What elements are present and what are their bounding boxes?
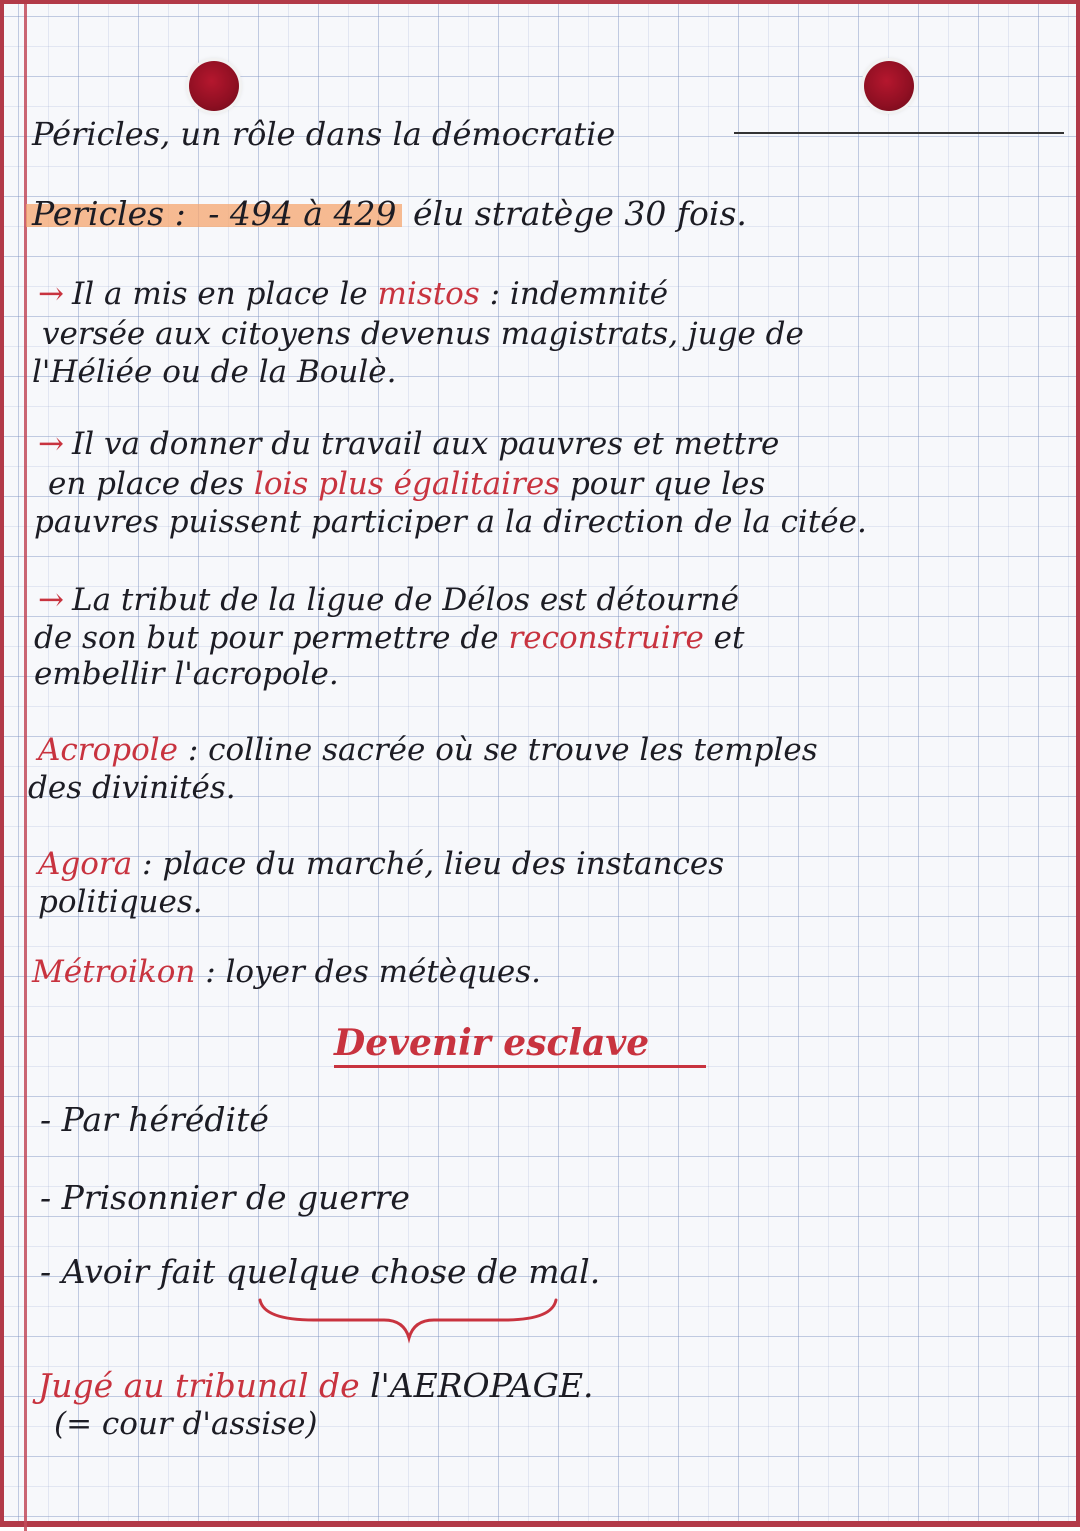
list-item: - Avoir fait quelque chose de mal.: [40, 1252, 601, 1291]
punch-hole-left: [189, 61, 239, 111]
curly-brace-icon: [254, 1294, 564, 1344]
page-title: Péricles, un rôle dans la démocratie: [32, 115, 616, 153]
definition-term: Métroikon: [32, 954, 196, 990]
intro-rest: élu stratège 30 fois.: [402, 194, 747, 233]
point-2-line-1: → Il va donner du travail aux pauvres et mettre: [38, 426, 780, 462]
margin-line: [24, 4, 27, 1531]
arrow-icon: →: [38, 426, 64, 462]
definition-acropole: Acropole : colline sacrée où se trouve les temples: [38, 732, 818, 768]
term-reconstruire: reconstruire: [508, 620, 704, 656]
point-1-line-1: → Il a mis en place le mistos : indemnité: [38, 276, 669, 312]
conclusion-red: Jugé au tribunal de: [38, 1366, 360, 1405]
arrow-icon: →: [38, 582, 64, 618]
intro-line: [26, 196, 747, 232]
section-heading: Devenir esclave: [334, 1022, 650, 1064]
point-3-line-3: embellir l'acropole.: [34, 656, 339, 692]
point-2-line-2: en place des lois plus égalitaires pour que les: [48, 466, 766, 502]
definition-term: Agora: [38, 846, 133, 882]
title-underline: [734, 132, 1064, 134]
definition-acropole-cont: des divinités.: [28, 770, 236, 806]
definition-metroikon: Métroikon : loyer des métèques.: [32, 954, 542, 990]
definition-agora-cont: politiques.: [38, 884, 203, 920]
punch-hole-right: [864, 61, 914, 111]
arrow-icon: →: [38, 276, 64, 312]
point-3-line-1: → La tribut de la ligue de Délos est détourné: [38, 582, 739, 618]
intro-dates: - 494 à 429: [202, 194, 402, 233]
conclusion-rest: l'AEROPAGE.: [359, 1366, 594, 1405]
point-2-line-3: pauvres puissent participer a la direction de la citée.: [34, 504, 867, 540]
list-item: - Par hérédité: [40, 1100, 269, 1139]
point-1-line-2: versée aux citoyens devenus magistrats, juge de: [42, 316, 804, 352]
point-1-line-3: l'Héliée ou de la Boulè.: [32, 354, 397, 390]
conclusion-note: (= cour d'assise): [54, 1406, 318, 1442]
point-3-line-2: de son but pour permettre de reconstruire et: [34, 620, 745, 656]
section-heading-underline: [334, 1065, 706, 1068]
definition-term: Acropole: [38, 732, 178, 768]
term-mistos: mistos: [377, 276, 480, 312]
conclusion-line: [38, 1368, 594, 1404]
term-lois: lois plus égalitaires: [253, 466, 561, 502]
list-item: - Prisonnier de guerre: [40, 1178, 410, 1217]
intro-name: Pericles :: [26, 194, 202, 233]
definition-agora: Agora : place du marché, lieu des instances: [38, 846, 725, 882]
